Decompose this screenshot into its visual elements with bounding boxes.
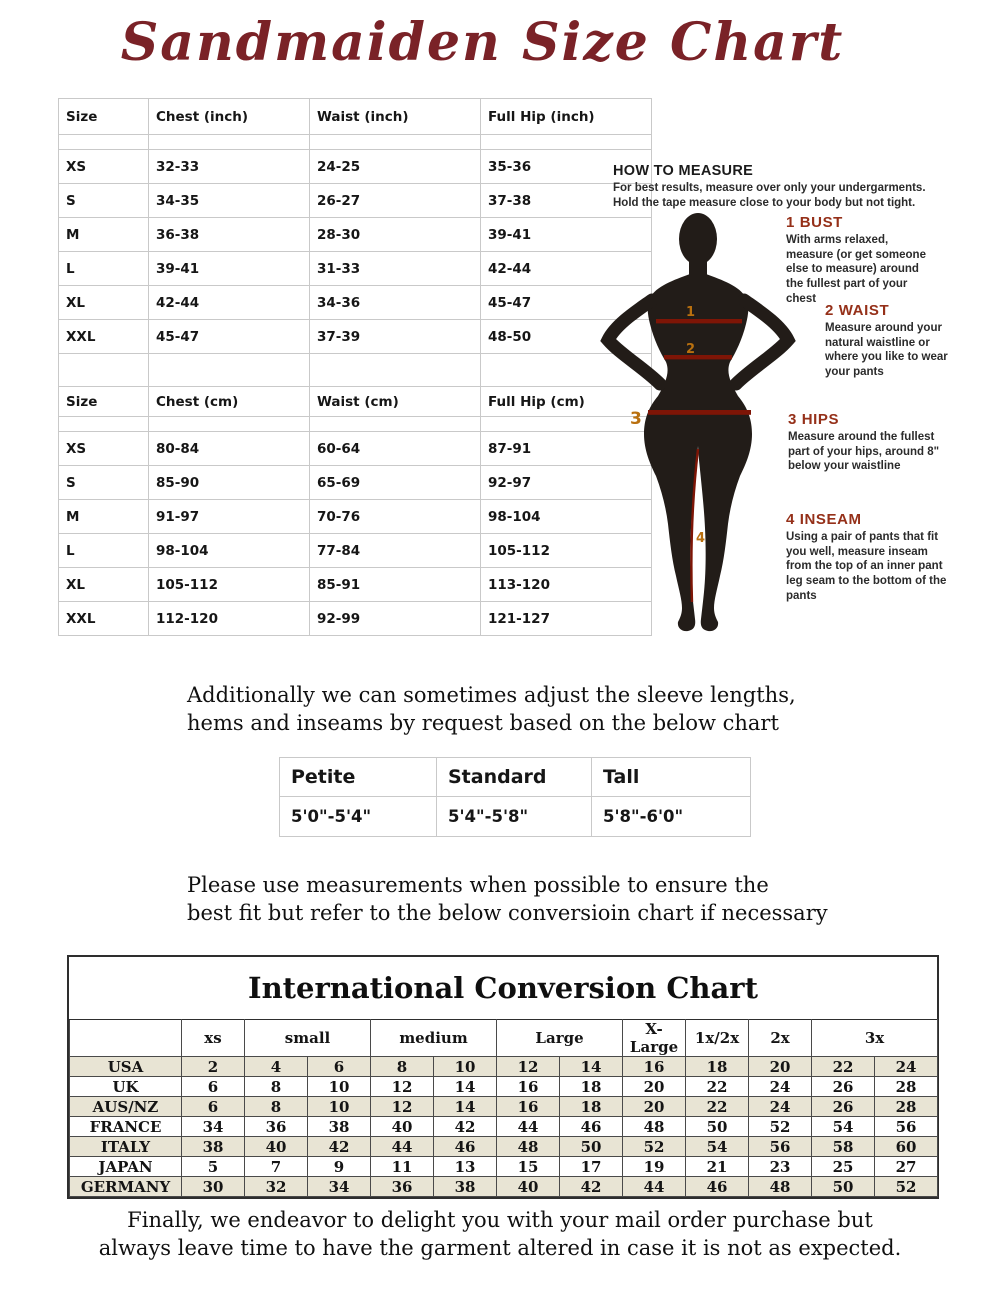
cell: 8 (245, 1097, 308, 1117)
size-cell: 98-104 (149, 534, 310, 568)
size-cell: L (59, 252, 149, 286)
cell: 48 (749, 1177, 812, 1197)
row-label: USA (70, 1057, 182, 1077)
spacer-cell (310, 135, 481, 150)
size-cell: 112-120 (149, 602, 310, 636)
cell: 22 (686, 1097, 749, 1117)
row-label: ITALY (70, 1137, 182, 1157)
size-cell: 37-39 (310, 320, 481, 354)
cell: 22 (686, 1077, 749, 1097)
cell: 17 (560, 1157, 623, 1177)
waist-marker: 2 (686, 342, 696, 357)
size-cell: 31-33 (310, 252, 481, 286)
note-line: hems and inseams by request based on the below chart (187, 711, 779, 736)
size-table (58, 98, 652, 636)
step-text: Measure around your natural waistline or where you like to wear your pants (825, 322, 948, 379)
cell: 6 (308, 1057, 371, 1077)
height-header-row (280, 758, 751, 797)
conversion-row-italy (70, 1137, 938, 1157)
cell: 8 (371, 1057, 434, 1077)
size-cell: M (59, 218, 149, 252)
size-cell: 42-44 (481, 252, 652, 286)
row-label: GERMANY (70, 1177, 182, 1197)
cell: 18 (560, 1077, 623, 1097)
cell: 8 (245, 1077, 308, 1097)
cell: 42 (434, 1117, 497, 1137)
size-cell: 60-64 (310, 432, 481, 466)
cell: 44 (497, 1117, 560, 1137)
bust-marker: 1 (686, 305, 696, 320)
cell: 32 (245, 1177, 308, 1197)
column-header: Standard (437, 758, 592, 797)
size-cell: M (59, 500, 149, 534)
size-cell: S (59, 466, 149, 500)
cell: 6 (182, 1097, 245, 1117)
note-line: best fit but refer to the below conversioin chart if necessary (187, 901, 828, 926)
measure-step-inseam (786, 511, 951, 604)
step-text: With arms relaxed, measure (or get someone else to measure) around the fullest part of your chest (786, 234, 926, 305)
note-line: Please use measurements when possible to ensure the (187, 873, 769, 897)
cell: 14 (434, 1077, 497, 1097)
conversion-row-ausnz (70, 1097, 938, 1117)
size-cell: 35-36 (481, 150, 652, 184)
step-label: 3 HIPS (788, 411, 840, 428)
cell: 28 (875, 1077, 938, 1097)
size-cell: 87-91 (481, 432, 652, 466)
cell: 12 (371, 1077, 434, 1097)
size-cell: 45-47 (149, 320, 310, 354)
column-header: Petite (280, 758, 437, 797)
size-cell: 113-120 (481, 568, 652, 602)
cell: 48 (497, 1137, 560, 1157)
size-cell: 45-47 (481, 286, 652, 320)
cell: 12 (497, 1057, 560, 1077)
cell: 46 (686, 1177, 749, 1197)
cell: 2 (182, 1057, 245, 1077)
cell: 24 (749, 1097, 812, 1117)
table-row (59, 150, 652, 184)
cell: 58 (812, 1137, 875, 1157)
size-cell: 91-97 (149, 500, 310, 534)
note-line: Finally, we endeavor to delight you with your mail order purchase but (127, 1208, 873, 1232)
cell: 40 (371, 1117, 434, 1137)
cell: 18 (560, 1097, 623, 1117)
cell: 20 (749, 1057, 812, 1077)
cell: 5 (182, 1157, 245, 1177)
group-header: Large (497, 1020, 623, 1057)
conversion-chart-title: International Conversion Chart (248, 971, 758, 1005)
size-cell: 92-97 (481, 466, 652, 500)
size-cell: 39-41 (481, 218, 652, 252)
measurements-note (187, 871, 828, 928)
size-cell: 105-112 (149, 568, 310, 602)
intro-line: Hold the tape measure close to your body but not tight. (613, 196, 916, 209)
cell: 13 (434, 1157, 497, 1177)
cell: 27 (875, 1157, 938, 1177)
cell: 26 (812, 1077, 875, 1097)
size-cell: 77-84 (310, 534, 481, 568)
spacer-cell (59, 135, 149, 150)
cell: 14 (434, 1097, 497, 1117)
step-label: 1 BUST (786, 214, 843, 231)
cell: 56 (749, 1137, 812, 1157)
cell: 38 (434, 1177, 497, 1197)
size-cell: XS (59, 432, 149, 466)
cell: 16 (497, 1097, 560, 1117)
step-text: Measure around the fullest part of your hips, around 8" below your waistline (788, 431, 940, 473)
size-cell: XS (59, 150, 149, 184)
cell: 54 (812, 1117, 875, 1137)
cell: 10 (434, 1057, 497, 1077)
table-row (59, 534, 652, 568)
conversion-row-usa (70, 1057, 938, 1077)
cell: 21 (686, 1157, 749, 1177)
table-row (59, 286, 652, 320)
group-header: 3x (812, 1020, 938, 1057)
cell: 34 (182, 1117, 245, 1137)
step-label: 4 INSEAM (786, 511, 862, 528)
cell: 60 (875, 1137, 938, 1157)
group-header: 2x (749, 1020, 812, 1057)
cell: 54 (686, 1137, 749, 1157)
conversion-row-france (70, 1117, 938, 1137)
spacer-cell (310, 354, 481, 387)
size-cell: 48-50 (481, 320, 652, 354)
cell: 46 (560, 1117, 623, 1137)
height-cell: 5'8"-6'0" (592, 797, 751, 837)
cell: 52 (623, 1137, 686, 1157)
measure-step-hips (788, 411, 956, 474)
size-cell: 24-25 (310, 150, 481, 184)
row-label: AUS/NZ (70, 1097, 182, 1117)
cell: 7 (245, 1157, 308, 1177)
cell: 23 (749, 1157, 812, 1177)
cell: 20 (623, 1097, 686, 1117)
cell: 38 (308, 1117, 371, 1137)
column-header: Full Hip (inch) (481, 99, 652, 135)
size-table-inch-header-row (59, 99, 652, 135)
size-cell: L (59, 534, 149, 568)
note-line: Additionally we can sometimes adjust the sleeve lengths, (187, 683, 796, 707)
size-cell: 36-38 (149, 218, 310, 252)
height-cell: 5'4"-5'8" (437, 797, 592, 837)
measure-step-bust (786, 214, 938, 307)
conversion-table (69, 1019, 938, 1197)
page-title: Sandmaiden Size Chart (120, 12, 845, 73)
table-row (59, 432, 652, 466)
size-cell: 26-27 (310, 184, 481, 218)
measure-step-waist (825, 302, 965, 380)
row-label: UK (70, 1077, 182, 1097)
height-value-row (280, 797, 751, 837)
cell: 16 (497, 1077, 560, 1097)
column-header: Waist (inch) (310, 99, 481, 135)
cell: 24 (875, 1057, 938, 1077)
column-header: Full Hip (cm) (481, 387, 652, 417)
conversion-group-header-row (70, 1020, 938, 1057)
size-cell: 34-36 (310, 286, 481, 320)
cell: 48 (623, 1117, 686, 1137)
row-label: FRANCE (70, 1117, 182, 1137)
group-header: medium (371, 1020, 497, 1057)
spacer-cell (149, 135, 310, 150)
cell: 11 (371, 1157, 434, 1177)
table-row (59, 568, 652, 602)
note-line: always leave time to have the garment altered in case it is not as expected. (98, 1236, 902, 1261)
size-cell: 42-44 (149, 286, 310, 320)
cell: 42 (308, 1137, 371, 1157)
group-header: 1x/2x (686, 1020, 749, 1057)
cell: 40 (245, 1137, 308, 1157)
spacer-cell (149, 417, 310, 432)
step-label: 2 WAIST (825, 302, 890, 319)
cell: 44 (623, 1177, 686, 1197)
cell: 15 (497, 1157, 560, 1177)
table-row (59, 184, 652, 218)
cell: 14 (560, 1057, 623, 1077)
size-cell: 34-35 (149, 184, 310, 218)
waist-measure-line (664, 355, 732, 359)
cell: 4 (245, 1057, 308, 1077)
conversion-row-japan (70, 1157, 938, 1177)
column-header: Size (59, 387, 149, 417)
row-label: JAPAN (70, 1157, 182, 1177)
size-cell: S (59, 184, 149, 218)
corner-cell (70, 1020, 182, 1057)
conversion-row-germany (70, 1177, 938, 1197)
cell: 19 (623, 1157, 686, 1177)
cell: 26 (812, 1097, 875, 1117)
size-cell: 32-33 (149, 150, 310, 184)
table-row (59, 320, 652, 354)
cell: 6 (182, 1077, 245, 1097)
size-cell: 39-41 (149, 252, 310, 286)
cell: 52 (749, 1117, 812, 1137)
group-header: X-Large (623, 1020, 686, 1057)
cell: 22 (812, 1057, 875, 1077)
step-text: Using a pair of pants that fit you well, measure inseam from the top of an inner pant leg seam to the bottom of the pants (786, 531, 947, 602)
size-cell: 28-30 (310, 218, 481, 252)
cell: 36 (245, 1117, 308, 1137)
cell: 18 (686, 1057, 749, 1077)
size-cell: 65-69 (310, 466, 481, 500)
size-cell: 85-90 (149, 466, 310, 500)
column-header: Tall (592, 758, 751, 797)
how-to-measure-intro (613, 181, 948, 211)
spacer-cell (310, 417, 481, 432)
size-cell: 80-84 (149, 432, 310, 466)
table-row (59, 466, 652, 500)
spacer-cell (481, 135, 652, 150)
size-cell: XXL (59, 320, 149, 354)
size-cell: 92-99 (310, 602, 481, 636)
how-to-measure-section (613, 163, 948, 211)
spacer-row (59, 354, 652, 387)
group-header: small (245, 1020, 371, 1057)
closing-note (0, 1206, 1000, 1263)
adjustment-note (187, 681, 796, 738)
size-cell: 105-112 (481, 534, 652, 568)
spacer-row (59, 135, 652, 150)
column-header: Chest (inch) (149, 99, 310, 135)
conversion-row-uk (70, 1077, 938, 1097)
column-header: Chest (cm) (149, 387, 310, 417)
size-cell: 70-76 (310, 500, 481, 534)
cell: 20 (623, 1077, 686, 1097)
table-row (59, 218, 652, 252)
cell: 50 (560, 1137, 623, 1157)
size-cell: 37-38 (481, 184, 652, 218)
cell: 30 (182, 1177, 245, 1197)
column-header: Waist (cm) (310, 387, 481, 417)
size-cell: XXL (59, 602, 149, 636)
inseam-marker: 4 (696, 531, 706, 546)
group-header: xs (182, 1020, 245, 1057)
cell: 56 (875, 1117, 938, 1137)
cell: 9 (308, 1157, 371, 1177)
cell: 36 (371, 1177, 434, 1197)
cell: 46 (434, 1137, 497, 1157)
size-cell: 98-104 (481, 500, 652, 534)
cell: 38 (182, 1137, 245, 1157)
bust-measure-line (656, 319, 742, 323)
hip-measure-line (648, 410, 751, 415)
how-to-measure-title: HOW TO MEASURE (613, 163, 754, 179)
size-cell: 121-127 (481, 602, 652, 636)
cell: 50 (686, 1117, 749, 1137)
height-cell: 5'0"-5'4" (280, 797, 437, 837)
cell: 12 (371, 1097, 434, 1117)
size-cell: XL (59, 286, 149, 320)
spacer-row (59, 417, 652, 432)
cell: 42 (560, 1177, 623, 1197)
table-row (59, 252, 652, 286)
cell: 16 (623, 1057, 686, 1077)
conversion-chart (67, 955, 939, 1199)
cell: 24 (749, 1077, 812, 1097)
cell: 10 (308, 1097, 371, 1117)
spacer-cell (59, 417, 149, 432)
spacer-cell (59, 354, 149, 387)
cell: 28 (875, 1097, 938, 1117)
cell: 44 (371, 1137, 434, 1157)
hips-marker: 3 (630, 409, 642, 429)
table-row (59, 602, 652, 636)
table-row (59, 500, 652, 534)
size-cell: XL (59, 568, 149, 602)
cell: 25 (812, 1157, 875, 1177)
intro-line: For best results, measure over only your undergarments. (613, 182, 926, 194)
measurement-figure (598, 212, 798, 642)
spacer-cell (149, 354, 310, 387)
cell: 50 (812, 1177, 875, 1197)
cell: 34 (308, 1177, 371, 1197)
size-table-cm-header-row (59, 387, 652, 417)
size-cell: 85-91 (310, 568, 481, 602)
cell: 52 (875, 1177, 938, 1197)
cell: 40 (497, 1177, 560, 1197)
cell: 10 (308, 1077, 371, 1097)
column-header: Size (59, 99, 149, 135)
height-range-table (279, 757, 751, 837)
